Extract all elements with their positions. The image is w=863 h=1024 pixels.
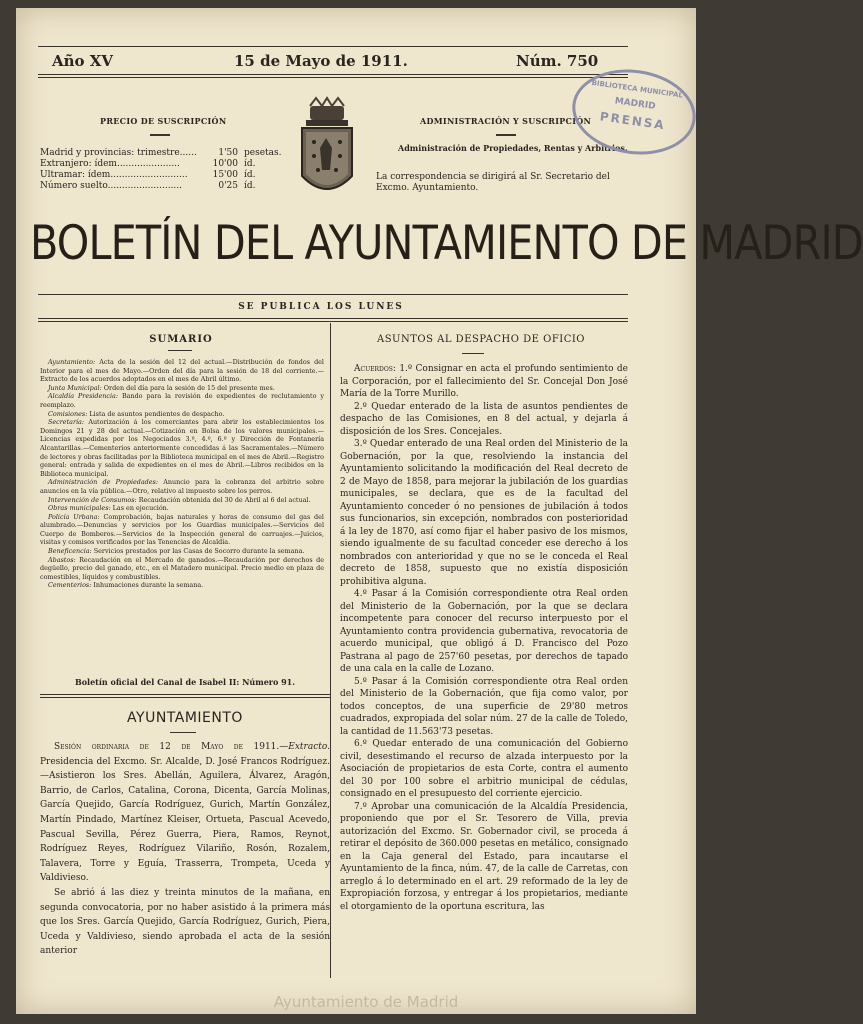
asuntos-title: ASUNTOS AL DESPACHO DE OFICIO (376, 334, 586, 345)
asuntos-paragraph: 4.º Pasar á la Comisión correspondiente otra Real orden del Ministerio de la Gobernación, por la que se declara incompetente para conocer del recurso interpuesto por el Ayuntamiento contra providencia gubernativa, revocatoria de acuerdo municipal, que obligó á D. Francisco del Pozo Pastrana al pago de 257'60 pesetas, por derechos de tapado de una cala en la calle de Lozano. (340, 589, 628, 674)
sumario-text: Anuncio para la cobranza del arbitrio sobre anuncios en la vía pública.—Otro, relativo al impuesto sobre los perros. (40, 478, 324, 495)
stamp-line-1: BIBLIOTECA MUNICIPAL (591, 78, 684, 100)
sumario-entry (40, 496, 324, 505)
sumario-text: Inhumaciones durante la semana. (93, 581, 204, 590)
ayuntamiento-body (40, 740, 330, 959)
session-paragraph (40, 740, 330, 886)
administration-subheading: Administración de Propiedades, Rentas y Arbitrios. (398, 143, 628, 153)
subscription-heading: PRECIO DE SUSCRIPCIÓN (100, 116, 227, 126)
issue-date: 15 de Mayo de 1911. (234, 52, 408, 70)
price-unit: íd. (244, 159, 256, 169)
sumario-key: Abastos: (48, 555, 76, 564)
acuerdos-label: Acuerdos: (354, 364, 396, 374)
sumario-key: Ayuntamiento: (48, 358, 96, 366)
ayuntamiento-divider (170, 732, 196, 733)
sumario-key: Beneficencia: (48, 547, 92, 556)
sumario-text: Lista de asuntos pendientes de despacho. (89, 409, 225, 418)
section-rule (40, 694, 330, 695)
subscription-price-table (40, 148, 282, 192)
sumario-text: Comprobación, bajas naturales y horas de consumo del gas del alumbrado.—Denuncias y servicios por los Guardias municipales.—Servicios del Cuerpo de Bomberos.—Servicios de la Inspección general de carruajes.—Juicios, visitas y comisos verificados por las Tenencias de Alcaldía. (40, 512, 324, 547)
administration-divider (496, 134, 516, 136)
sumario-key: Intervención de Consumos: (48, 495, 137, 504)
sumario-text: Recaudación obtenida del 30 de Abril al 6 del actual. (138, 495, 311, 504)
masthead-rule-bottom-double (38, 321, 628, 322)
asuntos-paragraph: 3.º Quedar enterado de una Real orden del Ministerio de la Gobernación, por la que, resolviendo la instancia del Ayuntamiento solicitando la modificación del Real decreto de 2 de Mayo de 1858, para mejorar la jubilación de los guardias municipales, se declara, que es de la facultad del Ayuntamiento conceder ó no pensiones de jubilación á todos sus funcionarios, sin excepción, nombrados con posterioridad á la ley de 1870, así como fijar el haber pasivo de los mismos, siendo igualmente de su facultad conceder ese derecho á los nombrados con anterioridad y que no se le conceda el Real decreto de 1858, supuesto que no existía disposición prohibitiva alguna. (340, 439, 628, 587)
sumario-entry (40, 384, 324, 393)
sumario-entry (40, 418, 324, 478)
price-amount: 10'00 (212, 159, 238, 169)
sumario-key: Policía Urbana: (48, 512, 100, 521)
column-divider (330, 323, 331, 978)
asuntos-paragraph: 5.º Pasar á la Comisión correspondiente otra Real orden del Ministerio de la Gobernación, que fija como valor, por todos conceptos, de una superficie de 29'80 metros cuadrados, expropiada del solar núm. 27 de la calle de Toledo, la cantidad de 11.563'73 pesetas. (340, 676, 628, 737)
asuntos-divider (462, 353, 484, 354)
masthead-rule (38, 294, 628, 295)
sumario-key: Junta Municipal: (48, 383, 102, 392)
price-unit: íd. (244, 181, 256, 191)
sumario-text: Servicios prestados por las Casas de Socorro durante la semana. (93, 547, 305, 556)
sumario-title: SUMARIO (149, 334, 213, 345)
session-label: Sesión ordinaria de 12 de Mayo de 1911. (54, 742, 280, 752)
price-amount: 1'50 (218, 148, 238, 158)
sumario-key: Obras municipales: (48, 504, 111, 513)
sumario-key: Cementerios: (48, 581, 92, 590)
sumario-text: Recaudación en el Mercado de ganados.—Recaudación por derechos de degüello, precio del ganado, etc., en el Matadero municipal. Precio medio en plaza de comestibles, líquidos y combustibles. (40, 555, 324, 581)
sumario-text: Bando para la revisión de expedientes de reclutamiento y reemplazo. (40, 392, 324, 409)
asuntos-paragraph: 6.º Quedar enterado de una comunicación del Gobierno civil, desestimando el recurso de alzada interpuesto por la Asociación de propietarios de esta Corte, contra el aumento del 30 por 100 sobre el arbitrio municipal de cédulas, consignado en el presupuesto del corriente ejercicio. (340, 739, 628, 799)
sumario-entry (40, 504, 324, 513)
section-rule-double (40, 697, 330, 698)
header-rule-double (38, 77, 628, 78)
price-label: Ultramar: ídem........................... (40, 170, 188, 180)
subscription-divider (150, 134, 170, 136)
ayuntamiento-title: AYUNTAMIENTO (127, 710, 243, 726)
sumario-text: Autorización á los comerciantes para abrir los establecimientos los Domingos 21 y 28 del actual.—Cotización en Bolsa de los valores municipales.—Licencias expedidas por los Negociados 3.º, 4.º, 6.º y Dirección de Fontanería Alcantarillas.—Cementerios anteriormente concedidas á las Sacramentales.—Número de lectores y obras facilitadas por la Biblioteca municipal en el mes de Abril.—Registro general: entrada y salida de expedientes en el mes de Abril.—Libros recibidos en la Biblioteca municipal. (40, 418, 324, 478)
sumario-entry (40, 513, 324, 547)
session-text: Se abrió á las diez y treinta minutos de la mañana, en segunda convocatoria, por no haber asistido á la primera más que los Sres. García Quejido, García Rodríguez, Gurich, Piera, Uceda y Valdivieso, siendo aprobada el acta de la sesión anterior (40, 887, 330, 957)
sumario-entry (40, 547, 324, 556)
top-rule (38, 46, 628, 47)
price-row (40, 159, 282, 170)
sumario-key: Alcaldía Presidencia: (48, 392, 119, 401)
stamp-line-2: MADRID (614, 96, 657, 112)
session-paragraph (40, 886, 330, 959)
boletin-canal-line: Boletín oficial del Canal de Isabel II: Número 91. (74, 677, 296, 687)
header-rule (38, 74, 628, 75)
newspaper-page (16, 8, 863, 1014)
masthead-rule-bottom (38, 318, 628, 319)
price-label: Madrid y provincias: trimestre...... (40, 148, 197, 158)
sumario-text: Acta de la sesión del 12 del actual.—Distribución de fondos del Interior para el mes de Mayo.—Orden del día para la sesión de 18 del corriente.—Extracto de los acuerdos adoptados en el mes de Abril último. (40, 358, 324, 384)
price-amount: 0'25 (218, 181, 238, 191)
issue-year: Año XV (52, 52, 114, 70)
stamp-line-3: PRENSA (598, 109, 667, 133)
sumario-text: Las en ejecución. (112, 504, 169, 513)
administration-note: La correspondencia se dirigirá al Sr. Secretario del Excmo. Ayuntamiento. (376, 172, 610, 193)
asuntos-paragraph (340, 363, 628, 401)
price-label: Número suelto.......................... (40, 181, 182, 191)
session-text: Presidencia del Excmo. Sr. Alcalde, D. José Francos Rodríguez.—Asistieron los Sres. Abellán, Aguilera, Álvarez, Aragón, Barrio, de Carlos, Catalina, Corona, Dicenta, García Molinas, García Quejido, García Rodríguez, Gurich, Martín González, Martín Pindado, Martínez Kleiser, Ortueta, Pascual Acevedo, Pascual Sevilla, Pérez Guerra, Piera, Ramos, Reynot, Rodríguez Reyes, Rodríguez Vilariño, Rosón, Rozalem, Talavera, Torre y Eguía, Trasserra, Trompeta, Uceda y Valdivieso. (40, 756, 330, 884)
asuntos-paragraph: 7.º Aprobar una comunicación de la Alcaldía Presidencia, proponiendo que por el Sr. Tesorero de Villa, previa autorización del Excmo. Sr. Gobernador civil, se proceda á retirar el depósito de 360.000 pesetas en metálico, consignado en la Caja general del Estado, para incautarse el Ayuntamiento de la finca, núm. 47, de la calle de Carretas, con arreglo á lo determinado en el art. 29 reformado de la ley de Expropiación forzosa, y entregar á los propietarios, mediante el otorgamiento de la oportuna escritura, las (340, 801, 628, 912)
issue-number: Núm. 750 (516, 52, 599, 70)
archive-watermark: Ayuntamiento de Madrid (273, 993, 459, 1011)
sumario-text: Orden del día para la sesión de 15 del presente mes. (103, 383, 275, 392)
price-row (40, 148, 282, 159)
session-extract: —Extracto. (279, 742, 330, 752)
asuntos-paragraph: 2.º Quedar enterado de la lista de asuntos pendientes de despacho de las Comisiones, en 8 del actual, y dejarla á disposición de los Sres. Concejales. (340, 401, 628, 437)
price-row (40, 181, 282, 192)
publication-frequency: SE PUBLICA LOS LUNES (238, 302, 404, 312)
sumario-entry (40, 556, 324, 582)
sumario-body (40, 358, 324, 590)
masthead-title: BOLETÍN DEL AYUNTAMIENTO DE MADRID (30, 216, 863, 271)
sumario-key: Secretaría: (48, 418, 85, 427)
price-label: Extranjero: ídem...................... (40, 159, 180, 169)
sumario-entry (40, 581, 324, 590)
administration-heading: ADMINISTRACIÓN Y SUSCRIPCIÓN (420, 116, 592, 126)
sumario-key: Administración de Propiedades: (48, 478, 158, 487)
sumario-entry (40, 392, 324, 409)
asuntos-body (340, 363, 628, 913)
price-unit: íd. (244, 170, 256, 180)
price-amount: 15'00 (212, 170, 238, 180)
sumario-entry (40, 410, 324, 419)
asuntos-text: 1.º Consignar en acta el profundo sentimiento de la Corporación, por el fallecimiento del Sr. Concejal Don José María de la Torre Murillo. (340, 364, 628, 399)
price-unit: pesetas. (244, 148, 282, 158)
sumario-entry (40, 358, 324, 384)
price-row (40, 170, 282, 181)
sumario-entry (40, 478, 324, 495)
sumario-key: Comisiones: (48, 409, 88, 418)
madrid-coat-of-arms-icon (296, 98, 358, 208)
sumario-divider (168, 350, 192, 351)
